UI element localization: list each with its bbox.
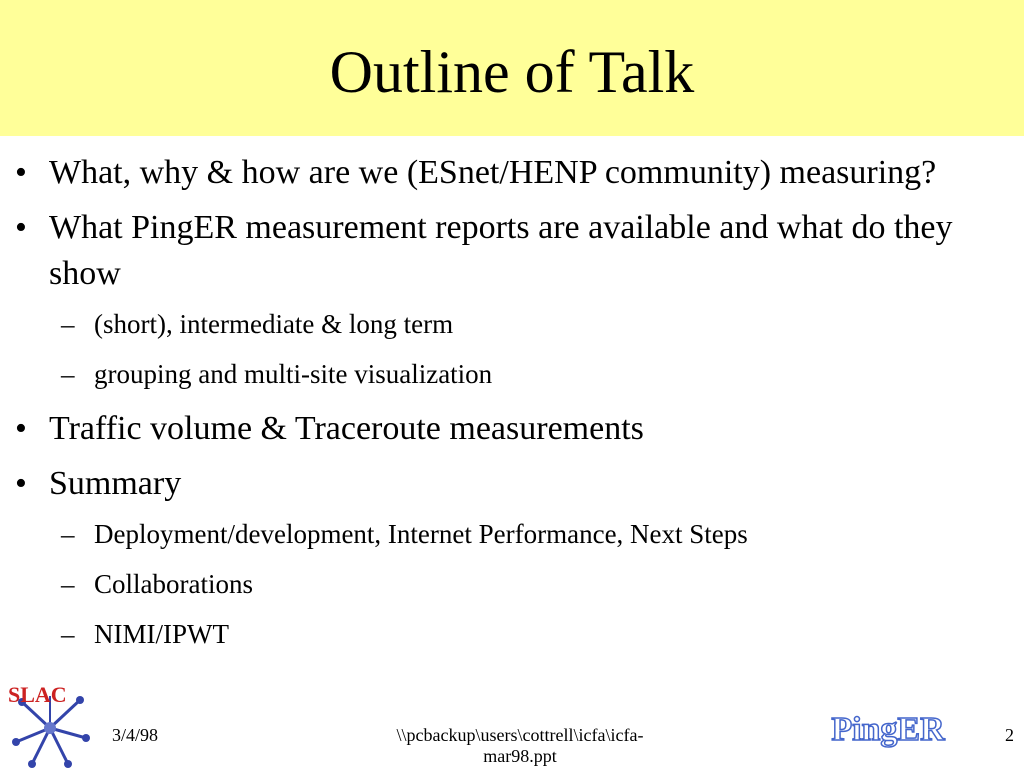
slac-logo-text: SLAC bbox=[8, 682, 67, 707]
bullet-text: What PingER measurement reports are available and what do they show bbox=[49, 209, 953, 292]
bullet-marker: • bbox=[15, 465, 27, 502]
sub-bullet-item bbox=[0, 516, 994, 552]
footer-file-path: \\pcbackup\users\cottrell\icfa\icfa-mar98.ppt bbox=[396, 725, 644, 766]
bullet-text: What, why & how are we (ESnet/HENP community) measuring? bbox=[49, 154, 937, 191]
sub-bullet-item bbox=[0, 566, 994, 602]
pinger-logo bbox=[818, 700, 958, 756]
sub-bullet-item bbox=[0, 616, 994, 652]
sub-bullet-item bbox=[0, 356, 994, 392]
bullet-marker: • bbox=[15, 209, 27, 246]
sub-bullet-marker: – bbox=[61, 519, 75, 549]
sub-bullet-text: Collaborations bbox=[94, 569, 253, 599]
sub-bullet-text: (short), intermediate & long term bbox=[94, 309, 454, 339]
sub-bullet-text: Deployment/development, Internet Performance, Next Steps bbox=[94, 519, 748, 549]
sub-bullet-marker: – bbox=[61, 569, 75, 599]
bullet-text: Summary bbox=[49, 465, 182, 502]
slac-logo bbox=[2, 672, 98, 768]
bullet-item bbox=[0, 205, 999, 297]
sub-bullet-marker: – bbox=[61, 309, 75, 339]
pinger-logo-text: PingER bbox=[831, 711, 945, 748]
bullet-item bbox=[0, 461, 999, 507]
title-bar bbox=[0, 0, 1024, 136]
footer-date: 3/4/98 bbox=[112, 725, 159, 745]
footer-page-number: 2 bbox=[1005, 725, 1014, 745]
slide-title: Outline of Talk bbox=[329, 39, 695, 105]
bullet-item bbox=[0, 150, 999, 196]
bullet-list bbox=[0, 150, 1024, 666]
sub-bullet-text: grouping and multi-site visualization bbox=[94, 359, 493, 389]
bullet-item bbox=[0, 406, 999, 452]
bullet-marker: • bbox=[15, 410, 27, 447]
sub-bullet-item bbox=[0, 306, 994, 342]
sub-bullet-marker: – bbox=[61, 619, 75, 649]
bullet-text: Traffic volume & Traceroute measurements bbox=[49, 410, 644, 447]
sub-bullet-marker: – bbox=[61, 359, 75, 389]
bullet-marker: • bbox=[15, 154, 27, 191]
sub-bullet-text: NIMI/IPWT bbox=[94, 619, 229, 649]
